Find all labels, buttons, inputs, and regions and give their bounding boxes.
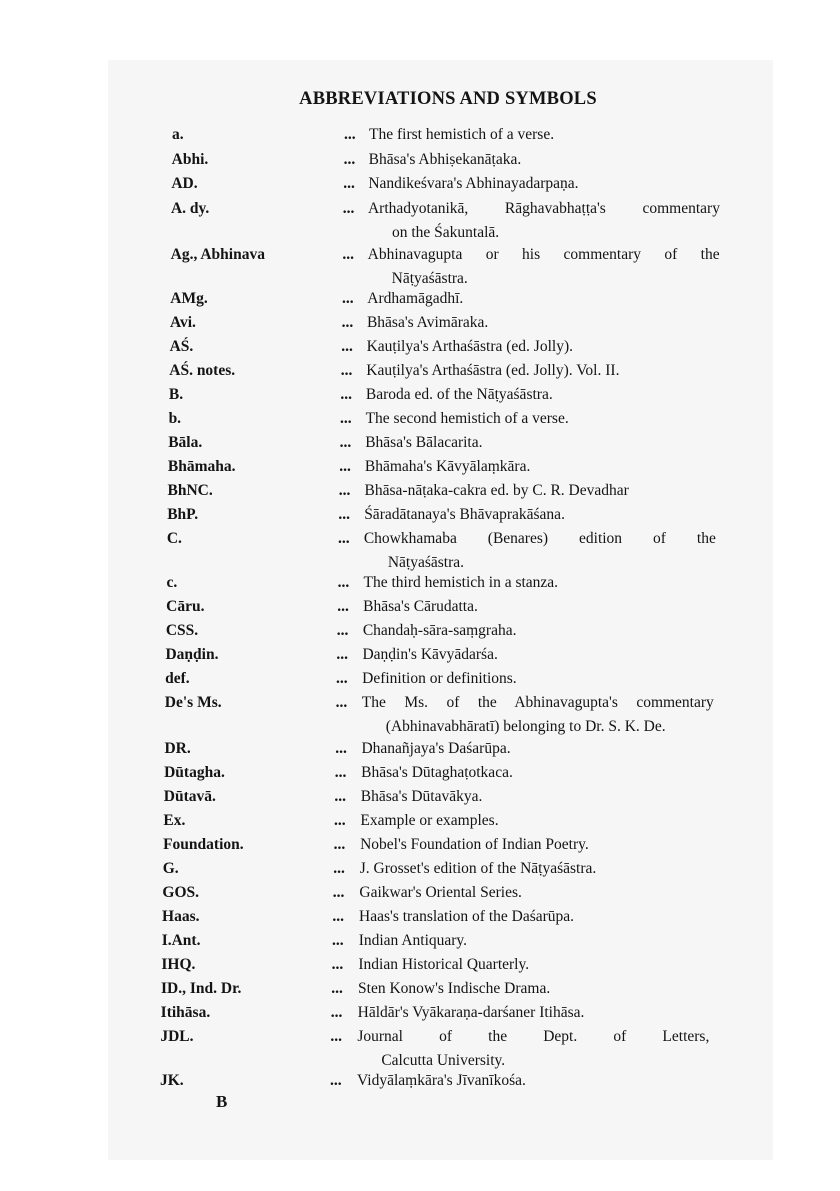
definition-line: Bhāsa's Cārudatta.: [363, 598, 478, 615]
leader-dots: ...: [340, 386, 353, 403]
abbreviation-definition: [362, 643, 714, 667]
abbreviation-definition: [365, 455, 717, 479]
abbreviation-term: Dūtagha.: [164, 764, 225, 781]
leader-dots: ...: [341, 338, 353, 355]
abbreviation-definition: [358, 953, 710, 977]
definition-line: Bhāsa's Dūtaghaṭotkaca.: [361, 764, 513, 781]
leader-dots: ...: [335, 740, 347, 757]
abbreviation-term: A. dy.: [170, 200, 210, 217]
leader-dots: ...: [339, 458, 351, 475]
definition-line: Kauṭilya's Arthaśāstra (ed. Jolly). Vol. II.: [366, 362, 620, 379]
definition-line: Bhāsa's Bālacarita.: [365, 434, 483, 451]
definition-continuation: Nāṭyaśāstra.: [391, 270, 468, 287]
abbreviation-term: B.: [168, 386, 184, 403]
definition-line: Śāradātanaya's Bhāvaprakāśana.: [364, 506, 565, 523]
leader-dots: ...: [342, 200, 355, 217]
abbreviation-definition: [357, 1025, 709, 1073]
signature-mark: B: [216, 1092, 228, 1111]
abbreviation-definition: [365, 431, 717, 455]
abbreviation-definition: [364, 527, 716, 575]
definition-line: Definition or definitions.: [362, 670, 517, 687]
abbreviation-definition: [367, 287, 719, 311]
abbreviation-term: Abhi.: [171, 151, 209, 168]
definition-line: Vidyālaṃkāra's Jīvanīkośa.: [357, 1072, 526, 1089]
leader-dots: ...: [335, 694, 348, 711]
page-title: ABBREVIATIONS AND SYMBOLS: [299, 89, 597, 109]
abbreviation-term: Ag., Abhinava: [170, 246, 265, 263]
abbreviation-definition: [359, 929, 711, 953]
abbreviation-term: Cāru.: [166, 598, 205, 615]
leader-dots: ...: [342, 290, 354, 307]
leader-dots: ...: [342, 246, 355, 263]
definition-line: Baroda ed. of the Nāṭyaśāstra.: [365, 386, 553, 403]
leader-dots: ...: [344, 126, 356, 143]
abbreviation-definition: [368, 172, 720, 196]
abbreviation-term: Itihāsa.: [160, 1004, 211, 1021]
abbreviation-definition: [357, 1069, 709, 1093]
abbreviation-term: AŚ. notes.: [169, 362, 236, 379]
abbreviation-definition: [365, 479, 717, 503]
abbreviation-term: G.: [162, 860, 179, 877]
abbreviation-term: Foundation.: [163, 836, 244, 853]
definition-continuation: Calcutta University.: [381, 1052, 506, 1069]
leader-dots: ...: [341, 314, 354, 331]
abbreviation-term: De's Ms.: [164, 694, 222, 711]
abbreviation-definition: [369, 123, 721, 147]
definition-continuation: (Abhinavabhāratī) belonging to Dr. S. K. De.: [385, 718, 666, 735]
definition-line: Journal of the Dept. of Letters,: [357, 1028, 710, 1045]
definition-line: Dhanañjaya's Daśarūpa.: [361, 740, 511, 757]
leader-dots: ...: [343, 175, 355, 192]
definition-line: Bhāsa's Abhiṣekanāṭaka.: [368, 151, 522, 168]
leader-dots: ...: [330, 1028, 343, 1045]
abbreviation-definition: [359, 881, 711, 905]
abbreviation-term: Bhāmaha.: [167, 458, 236, 475]
abbreviation-term: IHQ.: [161, 956, 196, 973]
abbreviation-term: JDL.: [160, 1028, 194, 1045]
abbreviation-term: Avi.: [169, 314, 196, 331]
abbreviation-definition: [360, 809, 712, 833]
leader-dots: ...: [343, 151, 356, 168]
leader-dots: ...: [332, 908, 345, 925]
definition-line: Kauṭilya's Arthaśāstra (ed. Jolly).: [366, 338, 573, 355]
abbreviation-term: Dūtavā.: [163, 788, 216, 805]
abbreviation-term: AMg.: [170, 290, 208, 307]
abbreviation-definition: [362, 691, 714, 739]
leader-dots: ...: [333, 836, 346, 853]
definition-line: Chowkhamaba (Benares) edition of the: [363, 530, 716, 547]
definition-line: Bhāsa's Dūtavākya.: [360, 788, 483, 805]
abbreviation-definition: [368, 243, 720, 291]
abbreviation-definition: [366, 407, 718, 431]
definition-line: The second hemistich of a verse.: [365, 410, 569, 427]
abbreviation-term: c.: [166, 574, 178, 591]
abbreviation-term: Daṇḍin.: [165, 646, 219, 663]
abbreviation-definition: [366, 359, 718, 383]
leader-dots: ...: [336, 646, 349, 663]
abbreviation-term: Ex.: [163, 812, 186, 829]
leader-dots: ...: [336, 670, 348, 687]
definition-line: Hāldār's Vyākaraṇa-darśaner Itihāsa.: [357, 1004, 585, 1021]
abbreviation-definition: [361, 785, 713, 809]
abbreviation-definition: [367, 311, 719, 335]
definition-line: Nandikeśvara's Abhinayadarpaṇa.: [368, 175, 579, 192]
abbreviation-definition: [363, 595, 715, 619]
abbreviation-term: AD.: [171, 175, 198, 192]
leader-dots: ...: [340, 410, 352, 427]
leader-dots: ...: [333, 860, 345, 877]
leader-dots: ...: [331, 980, 343, 997]
abbreviation-term: C.: [166, 530, 182, 547]
leader-dots: ...: [334, 788, 347, 805]
definition-line: The third hemistich in a stanza.: [363, 574, 559, 591]
definition-line: Indian Antiquary.: [358, 932, 468, 949]
abbreviation-definition: [364, 503, 716, 527]
definition-line: Example or examples.: [360, 812, 499, 829]
abbreviation-definition: [369, 148, 721, 172]
abbreviation-definition: [360, 833, 712, 857]
abbreviation-definition: [358, 977, 710, 1001]
abbreviation-term: GOS.: [162, 884, 199, 901]
definition-line: Daṇḍin's Kāvyādarśa.: [362, 646, 498, 663]
definition-line: Bhāsa-nāṭaka-cakra ed. by C. R. Devadhar: [364, 482, 629, 499]
abbreviation-term: AŚ.: [169, 338, 194, 355]
leader-dots: ...: [338, 506, 351, 523]
abbreviation-term: def.: [165, 670, 190, 687]
leader-dots: ...: [337, 598, 349, 615]
abbreviation-term: b.: [168, 410, 182, 427]
definition-line: Nobel's Foundation of Indian Poetry.: [360, 836, 589, 853]
definition-line: The Ms. of the Abhinavagupta's commentary: [361, 694, 714, 711]
abbreviation-definition: [364, 571, 716, 595]
leader-dots: ...: [338, 530, 350, 547]
definition-line: Gaikwar's Oriental Series.: [359, 884, 522, 901]
definition-line: Bhāmaha's Kāvyālaṃkāra.: [364, 458, 531, 475]
abbreviation-definition: [360, 857, 712, 881]
definition-line: Sten Konow's Indische Drama.: [358, 980, 551, 997]
abbreviation-definition: [363, 619, 715, 643]
abbreviation-term: a.: [172, 126, 184, 143]
leader-dots: ...: [334, 812, 346, 829]
abbreviation-definition: [367, 335, 719, 359]
abbreviation-term: Haas.: [162, 908, 200, 925]
abbreviation-term: BhNC.: [167, 482, 213, 499]
leader-dots: ...: [332, 932, 344, 949]
abbreviation-term: Bāla.: [168, 434, 203, 451]
definition-line: Ardhamāgadhī.: [367, 290, 464, 307]
abbreviation-definition: [359, 905, 711, 929]
abbreviation-definition: [366, 383, 718, 407]
definition-line: Arthadyotanikā, Rāghavabhaṭṭa's commentary: [367, 200, 720, 217]
definition-line: Chandaḥ-sāra-saṃgraha.: [362, 622, 517, 639]
abbreviation-term: JK.: [160, 1072, 184, 1089]
definition-line: The first hemistich of a verse.: [369, 126, 555, 143]
leader-dots: ...: [338, 482, 351, 499]
abbreviation-term: CSS.: [165, 622, 199, 639]
definition-continuation: on the Śakuntalā.: [391, 224, 500, 241]
abbreviation-definition: [361, 737, 713, 761]
leader-dots: ...: [330, 1072, 342, 1089]
definition-line: Haas's translation of the Daśarūpa.: [359, 908, 575, 925]
abbreviation-term: I.Ant.: [161, 932, 201, 949]
abbreviation-definition: [361, 761, 713, 785]
abbreviation-term: BhP.: [167, 506, 199, 523]
abbreviation-definition: [362, 667, 714, 691]
leader-dots: ...: [334, 764, 347, 781]
leader-dots: ...: [337, 574, 350, 591]
abbreviation-term: DR.: [164, 740, 191, 757]
definition-line: Bhāsa's Avimāraka.: [366, 314, 489, 331]
definition-line: Indian Historical Quarterly.: [358, 956, 530, 973]
leader-dots: ...: [331, 956, 344, 973]
leader-dots: ...: [340, 362, 353, 379]
leader-dots: ...: [336, 622, 349, 639]
leader-dots: ...: [332, 884, 345, 901]
leader-dots: ...: [339, 434, 352, 451]
definition-line: J. Grosset's edition of the Nāṭyaśāstra.: [359, 860, 597, 877]
definition-line: Abhinavagupta or his commentary of the: [367, 246, 720, 263]
leader-dots: ...: [330, 1004, 343, 1021]
definition-continuation: Nāṭyaśāstra.: [387, 554, 465, 571]
abbreviation-term: ID., Ind. Dr.: [161, 980, 242, 997]
abbreviation-definition: [368, 197, 720, 245]
abbreviation-definition: [358, 1001, 710, 1025]
